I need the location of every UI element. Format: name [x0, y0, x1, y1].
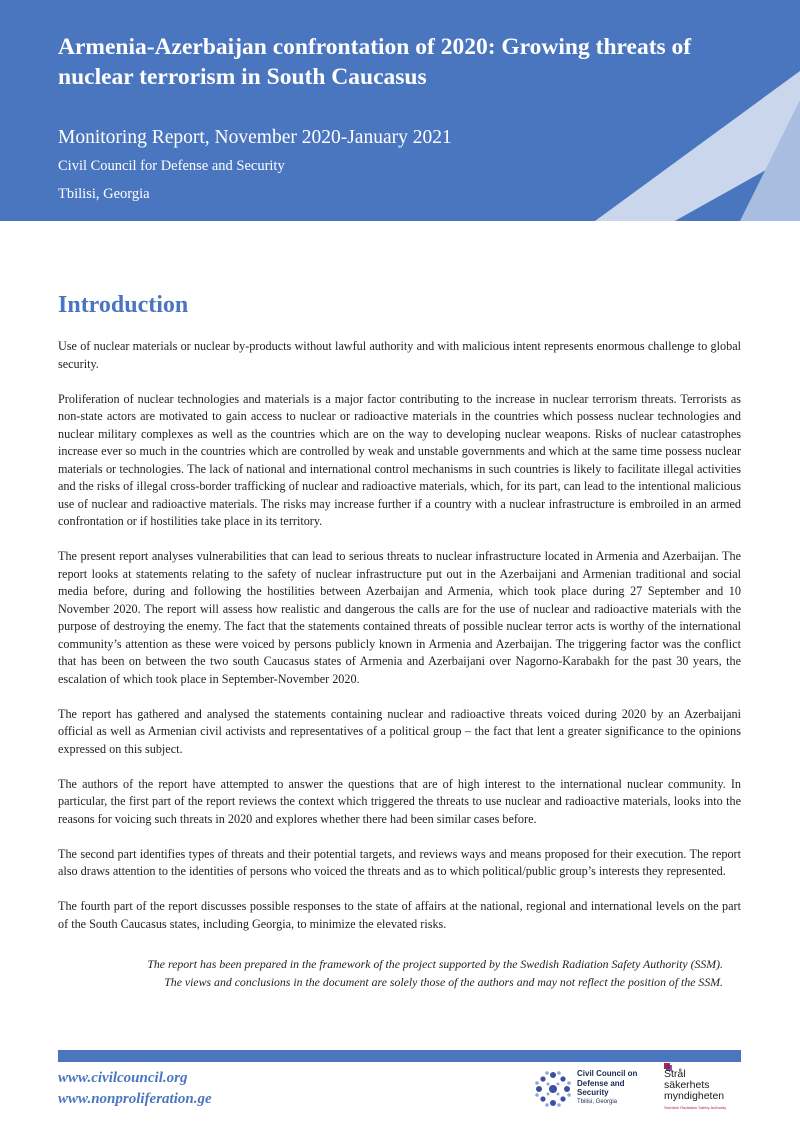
ccds-line: Defense and Security	[577, 1078, 625, 1097]
ccds-logo	[532, 1066, 654, 1110]
ssm-logo	[664, 1063, 744, 1113]
report-subtitle: Monitoring Report, November 2020-January 2021	[58, 127, 452, 148]
location: Tbilisi, Georgia	[58, 186, 150, 202]
report-title: Armenia-Azerbaijan confrontation of 2020: Growing threats of nuclear terrorism in South Caucasus	[58, 34, 692, 90]
paragraph: The second part identifies types of threats and their potential targets, and reviews ways and means proposed for their execution. The report also draws attention to the identities of persons who voiced the threats and as to which political/public group’s interests they represented.	[58, 846, 741, 878]
ssm-line: säkerhets	[664, 1079, 710, 1091]
paragraph: The fourth part of the report discusses possible responses to the state of affairs at the national, regional and international levels on the part of the South Caucasus states, including Georgia, to minimize the elevated risks.	[58, 899, 741, 931]
ssm-subline: Swedish Radiation Safety Authority	[664, 1105, 727, 1110]
paragraph: The present report analyses vulnerabilities that can lead to serious threats to nuclear infrastructure located in Armenia and Azerbaijan. The report looks at statements relating to the safety of nuclear infrastructure put out in the Azerbaijani and Armenian traditional and social media before, during and following the hostilities between Azerbaijan and Armenia, which took place during 27 September and 10 November 2020. The report will assess how realistic and dangerous the calls are for the use of nuclear and radioactive materials with the purpose of destroying the enemy. The fact that the statements contained threats of possible nuclear terror acts is worthy of the international community’s attention as these were voiced by persons publicly known in Armenia and Azerbaijan. The triggering factor was the conflict that has been on between the two south Caucasus states of Armenia and Azerbaijani over Nagorno-Karabakh for the past 30 years, the escalation of which took place in September-November 2020.	[58, 549, 741, 686]
disclaimer-note: The report has been prepared in the framework of the project supported by the Swedish Radiation Safety Authority (SSM). The views and conclusions in the document are solely those of the authors and may not reflect the position of the SSM.	[147, 957, 723, 989]
ccds-logo-text	[577, 1069, 654, 1107]
section-heading: Introduction	[58, 292, 189, 318]
ssm-logo-text	[664, 1069, 724, 1102]
ccds-line: Civil Council on	[577, 1069, 638, 1078]
paragraph: Use of nuclear materials or nuclear by-products without lawful authority and with malicious intent represents enormous challenge to global security.	[58, 339, 741, 371]
introduction-body	[58, 338, 741, 951]
header-banner	[0, 0, 800, 221]
star-emblem-icon	[532, 1068, 574, 1110]
paragraph: The report has gathered and analysed the statements containing nuclear and radioactive threats voiced during 2020 by an Azerbaijani official as well as Armenian civil activists and representatives of a political group – the fact that lent a greater significance to the opinions expressed on this subject.	[58, 706, 741, 756]
ssm-line: Strål	[664, 1068, 686, 1080]
organization-name: Civil Council for Defense and Security	[58, 158, 285, 174]
civilcouncil-link[interactable]: www.civilcouncil.org	[58, 1070, 188, 1086]
footer-links	[58, 1068, 212, 1110]
footer-bar	[58, 1050, 741, 1062]
paragraph: Proliferation of nuclear technologies and materials is a major factor contributing to the increase in nuclear terrorism threats. Terrorists as non-state actors are motivated to gain access to nuclear or radioactive materials in the countries which possess nuclear technologies and nuclear military complexes as well as the countries which are on the way to developing nuclear weapons. Risks of nuclear catastrophes increase ever so much in the countries which are controlled by weak and unstable governments and which at the same time possess nuclear materials or technologies. The lack of national and international control mechanisms in such countries is likely to facilitate illegal activities and the risks of illegal cross-border trafficking of nuclear and radioactive materials, which, for its part, can lead to the intentional malicious use of nuclear and radioactive materials. The risks may increase further if a country with a nuclear infrastructure is embroiled in an armed confrontation or if hostilities take place in its territory.	[58, 391, 741, 528]
ssm-line: myndigheten	[664, 1090, 725, 1102]
paragraph: The authors of the report have attempted to answer the questions that are of high interest to the international nuclear community. In particular, the first part of the report reviews the context which triggered the threats to use nuclear and radioactive materials, looks into the reasons for voicing such threats in 2020 and explores whether there had been similar cases before.	[58, 776, 741, 826]
nonproliferation-link[interactable]: www.nonproliferation.ge	[58, 1091, 212, 1107]
ccds-line: Tbilisi, Georgia	[577, 1098, 618, 1105]
